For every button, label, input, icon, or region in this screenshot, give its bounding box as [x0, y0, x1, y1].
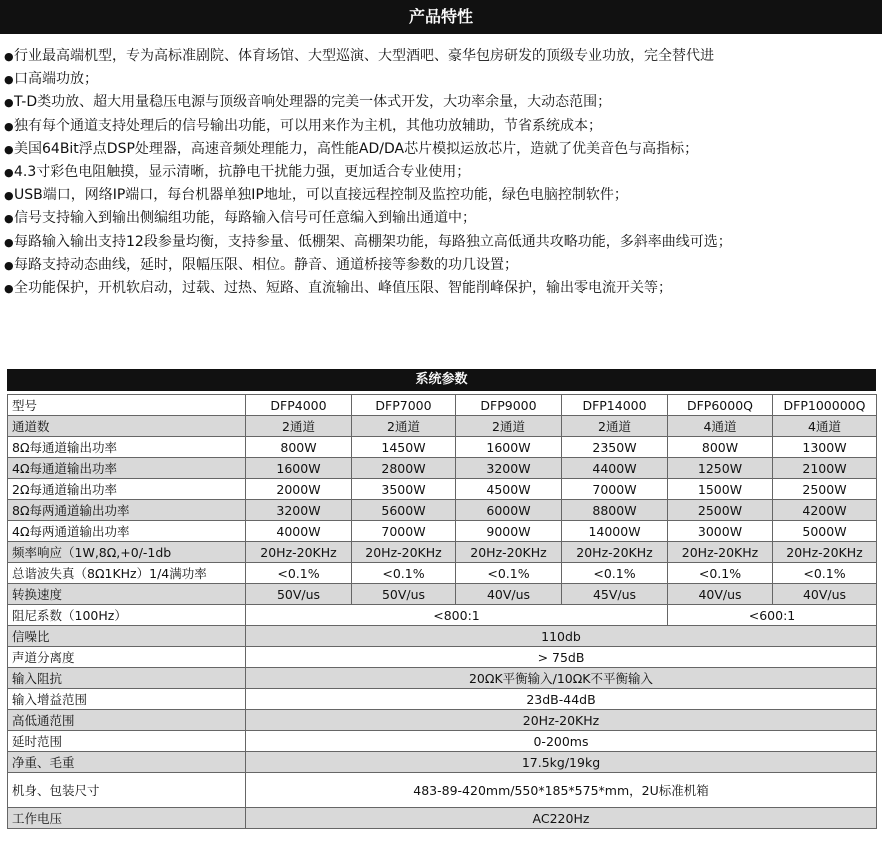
table-row — [8, 584, 877, 605]
value-cell: 20Hz-20KHz — [246, 542, 352, 563]
row-label: 信噪比 — [8, 626, 246, 647]
section-title: 产品特性 — [408, 7, 473, 26]
value-cell: 2800W — [352, 458, 456, 479]
row-label: 净重、毛重 — [8, 752, 246, 773]
value-cell: 110db — [246, 626, 877, 647]
value-cell: 20Hz-20KHz — [456, 542, 562, 563]
row-label: 4Ω每两通道输出功率 — [8, 521, 246, 542]
value-cell: <0.1% — [246, 563, 352, 584]
value-cell: 2通道 — [246, 416, 352, 437]
value-cell: 5000W — [773, 521, 877, 542]
table-row — [8, 416, 877, 437]
value-cell: 20Hz-20KHz — [352, 542, 456, 563]
model-cell: DFP6000Q — [668, 395, 773, 416]
table-row — [8, 458, 877, 479]
feature-item: ●全功能保护，开机软启动，过载、过热、短路、直流输出、峰值压限、智能削峰保护，输出零电流开关等； — [4, 277, 880, 300]
value-cell: AC220Hz — [246, 808, 877, 829]
feature-item: ●每路输入输出支持12段参量均衡，支持参量、低棚架、高棚架功能，每路独立高低通共攻略功能，多斜率曲线可选； — [4, 231, 880, 254]
row-label: 8Ω每通道输出功率 — [8, 437, 246, 458]
value-cell: 17.5kg/19kg — [246, 752, 877, 773]
value-cell: 4通道 — [773, 416, 877, 437]
table-row — [8, 521, 877, 542]
value-cell: 4200W — [773, 500, 877, 521]
table-row — [8, 437, 877, 458]
row-label: 输入增益范围 — [8, 689, 246, 710]
bullet-icon: ● — [4, 96, 14, 110]
value-cell: 2100W — [773, 458, 877, 479]
value-cell: 20ΩK平衡输入/10ΩK不平衡输入 — [246, 668, 877, 689]
value-cell: 1500W — [668, 479, 773, 500]
value-cell: <0.1% — [352, 563, 456, 584]
row-label: 转换速度 — [8, 584, 246, 605]
feature-item: ●T-D类功放、超大用量稳压电源与顶级音响处理器的完美一体式开发，大功率余量，大动态范围； — [4, 91, 880, 114]
row-label: 总谐波失真（8Ω1KHz）1/4满功率 — [8, 563, 246, 584]
table-row-model — [8, 395, 877, 416]
bullet-icon: ● — [4, 212, 14, 226]
model-cell: DFP100000Q — [773, 395, 877, 416]
bullet-icon: ● — [4, 142, 14, 156]
value-cell: 1250W — [668, 458, 773, 479]
feature-item: ●信号支持输入到输出侧编组功能，每路输入信号可任意编入到输出通道中； — [4, 207, 880, 230]
table-row — [8, 668, 877, 689]
row-label: 型号 — [8, 395, 246, 416]
value-cell: 3200W — [246, 500, 352, 521]
value-cell: 0-200ms — [246, 731, 877, 752]
feature-item: ●口高端功放； — [4, 68, 880, 91]
value-cell: 5600W — [352, 500, 456, 521]
table-row — [8, 647, 877, 668]
value-cell: 20Hz-20KHz — [668, 542, 773, 563]
row-label: 机身、包装尺寸 — [8, 773, 246, 808]
value-cell: 2500W — [668, 500, 773, 521]
feature-item: ●4.3寸彩色电阻触摸，显示清晰，抗静电干扰能力强，更加适合专业使用； — [4, 161, 880, 184]
bullet-icon: ● — [4, 119, 14, 133]
row-label: 工作电压 — [8, 808, 246, 829]
bullet-icon: ● — [4, 189, 14, 203]
feature-item: ●行业最高端机型，专为高标准剧院、体育场馆、大型巡演、大型酒吧、豪华包房研发的顶级专业功放，完全替代进 — [4, 45, 880, 68]
row-label: 阻尼系数（100Hz） — [8, 605, 246, 626]
table-row — [8, 500, 877, 521]
value-cell: > 75dB — [246, 647, 877, 668]
row-label: 声道分离度 — [8, 647, 246, 668]
value-cell: <0.1% — [773, 563, 877, 584]
model-cell: DFP4000 — [246, 395, 352, 416]
table-row — [8, 479, 877, 500]
value-cell: 2500W — [773, 479, 877, 500]
value-cell: 20Hz-20KHz — [562, 542, 668, 563]
row-label: 输入阻抗 — [8, 668, 246, 689]
model-cell: DFP7000 — [352, 395, 456, 416]
value-cell: 4000W — [246, 521, 352, 542]
value-cell: <0.1% — [456, 563, 562, 584]
value-cell: 1600W — [246, 458, 352, 479]
value-cell: 483-89-420mm/550*185*575*mm，2U标准机箱 — [246, 773, 877, 808]
value-cell: 4500W — [456, 479, 562, 500]
spec-table — [7, 394, 877, 829]
row-label: 高低通范围 — [8, 710, 246, 731]
value-cell: 800W — [668, 437, 773, 458]
row-label: 4Ω每通道输出功率 — [8, 458, 246, 479]
table-row — [8, 626, 877, 647]
value-cell: 40V/us — [773, 584, 877, 605]
row-label: 延时范围 — [8, 731, 246, 752]
bullet-icon: ● — [4, 235, 14, 249]
value-cell: 4400W — [562, 458, 668, 479]
feature-item: ●USB端口，网络IP端口，每台机器单独IP地址，可以直接远程控制及监控功能，绿色电脑控制软件； — [4, 184, 880, 207]
model-cell: DFP14000 — [562, 395, 668, 416]
value-cell: <800:1 — [246, 605, 668, 626]
feature-item: ●美国64Bit浮点DSP处理器，高速音频处理能力，高性能AD/DA芯片模拟运放芯片，造就了优美音色与高指标； — [4, 138, 880, 161]
table-row-size — [8, 773, 877, 808]
value-cell: 8800W — [562, 500, 668, 521]
value-cell: 2通道 — [352, 416, 456, 437]
value-cell: 2通道 — [456, 416, 562, 437]
value-cell: <0.1% — [668, 563, 773, 584]
value-cell: <600:1 — [668, 605, 877, 626]
bullet-icon: ● — [4, 73, 14, 87]
table-row — [8, 689, 877, 710]
value-cell: 7000W — [352, 521, 456, 542]
spec-title-bar — [7, 369, 876, 391]
value-cell: 1300W — [773, 437, 877, 458]
feature-item: ●每路支持动态曲线，延时，限幅压限、相位。静音、通道桥接等参数的功几设置； — [4, 254, 880, 277]
model-cell: DFP9000 — [456, 395, 562, 416]
value-cell: 23dB-44dB — [246, 689, 877, 710]
table-row-damping — [8, 605, 877, 626]
value-cell: 50V/us — [352, 584, 456, 605]
value-cell: 20Hz-20KHz — [246, 710, 877, 731]
value-cell: 50V/us — [246, 584, 352, 605]
section-title-bar — [0, 0, 882, 34]
bullet-icon: ● — [4, 50, 14, 63]
value-cell: 40V/us — [668, 584, 773, 605]
value-cell: 40V/us — [456, 584, 562, 605]
value-cell: 2通道 — [562, 416, 668, 437]
value-cell: <0.1% — [562, 563, 668, 584]
spec-title: 系统参数 — [415, 372, 468, 387]
value-cell: 4通道 — [668, 416, 773, 437]
value-cell: 2350W — [562, 437, 668, 458]
value-cell: 7000W — [562, 479, 668, 500]
value-cell: 800W — [246, 437, 352, 458]
row-label: 频率响应（1W,8Ω,+0/-1db — [8, 542, 246, 563]
table-row — [8, 731, 877, 752]
bullet-icon: ● — [4, 282, 14, 296]
feature-item: ●独有每个通道支持处理后的信号输出功能，可以用来作为主机，其他功放辅助，节省系统成本； — [4, 115, 880, 138]
table-row — [8, 752, 877, 773]
table-row-power — [8, 808, 877, 829]
value-cell: 3000W — [668, 521, 773, 542]
value-cell: 3500W — [352, 479, 456, 500]
value-cell: 3200W — [456, 458, 562, 479]
value-cell: 14000W — [562, 521, 668, 542]
row-label: 8Ω每两通道输出功率 — [8, 500, 246, 521]
value-cell: 9000W — [456, 521, 562, 542]
row-label: 2Ω每通道输出功率 — [8, 479, 246, 500]
table-row — [8, 563, 877, 584]
value-cell: 20Hz-20KHz — [773, 542, 877, 563]
bullet-icon: ● — [4, 258, 14, 272]
feature-list — [4, 45, 880, 300]
row-label: 通道数 — [8, 416, 246, 437]
table-row — [8, 542, 877, 563]
table-row — [8, 710, 877, 731]
value-cell: 6000W — [456, 500, 562, 521]
value-cell: 45V/us — [562, 584, 668, 605]
value-cell: 1450W — [352, 437, 456, 458]
value-cell: 2000W — [246, 479, 352, 500]
value-cell: 1600W — [456, 437, 562, 458]
bullet-icon: ● — [4, 166, 14, 180]
